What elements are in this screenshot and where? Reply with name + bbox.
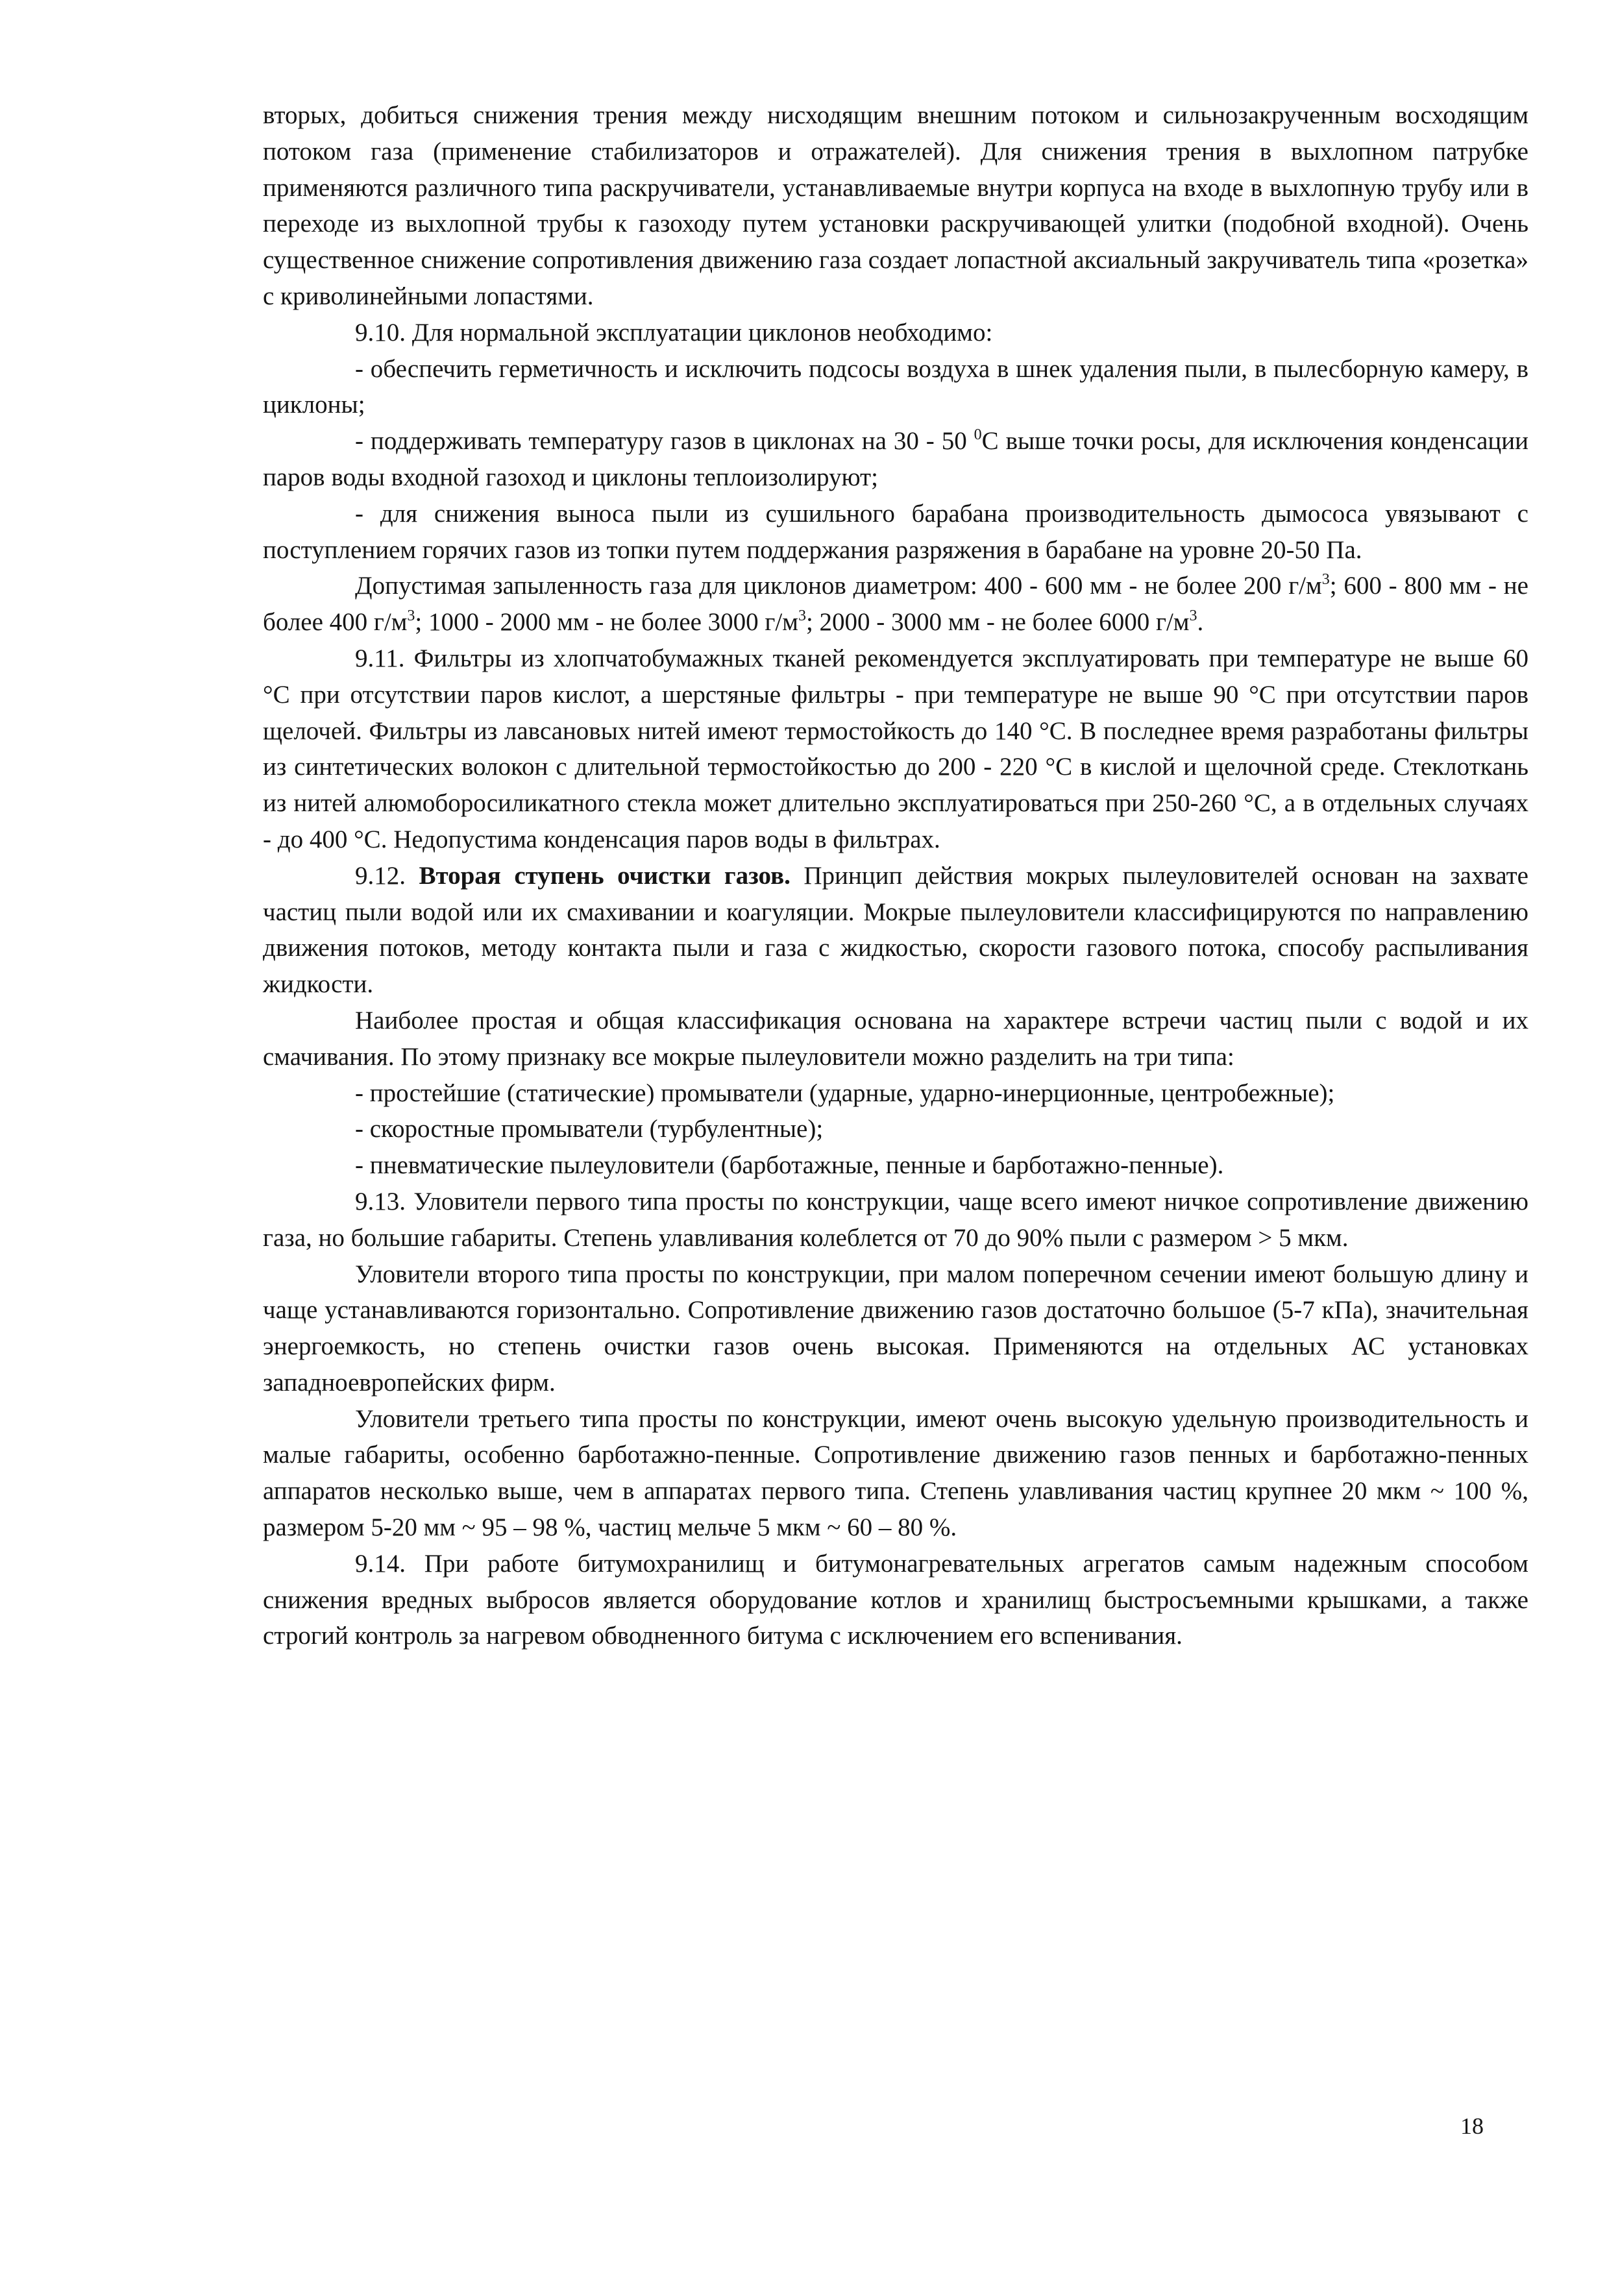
list-item-hermetic: - обеспечить герметичность и исключить подсосы воздуха в шнек удаления пыли, в пылесборную камеру, в циклоны;: [263, 354, 1528, 419]
temperature-text-a: - поддерживать температуру газов в циклонах на 30 - 50: [355, 427, 974, 456]
section-heading-bold: Вторая ступень очистки газов.: [419, 861, 791, 890]
dust-content-b: ; 600 - 800 мм - не более 400 г/м: [263, 572, 1528, 637]
paragraph-classification: Наиболее простая и общая классификация основана на характере встречи частиц пыли с водой и их смачивания. По этому признаку все мокрые пылеуловители можно разделить на три типа:: [263, 1006, 1528, 1071]
dust-content-a: Допустимая запыленность газа для циклонов диаметром: 400 - 600 мм - не более 200 г/м: [355, 572, 1322, 600]
dust-content-c: ; 1000 - 2000 мм - не более 3000 г/м: [415, 608, 798, 637]
section-text: Принцип действия мокрых пылеуловителей основан на захвате частиц пыли водой или их смахивании и коагуляции. Мокрые пылеуловители классифицируются по направлению движения потоков, методу контакта пыли и газа с жидкостью, скорости газового потока, способу распыливания жидкости.: [263, 861, 1528, 999]
paragraph-continuation: вторых, добиться снижения трения между нисходящим внешним потоком и сильнозакрученным восходящим потоком газа (применение стабилизаторов и отражателей). Для снижения трения в выхлопном патрубке применяются различного типа раскручиватели, устанавливаемые внутри корпуса на входе в выхлопную трубу или в переходе из выхлопной трубы к газоходу путем установки раскручивающей улитки (подобной входной). Очень существенное снижение сопротивления движению газа создает лопастной аксиальный закручиватель типа «розетка» с криволинейными лопастями.: [263, 101, 1528, 310]
temperature-text-b: С выше точки росы, для исключения конденсации паров воды входной газоход и циклоны теплоизолируют;: [263, 427, 1528, 491]
list-item-dust-removal: - для снижения выноса пыли из сушильного барабана производительность дымососа увязывают с поступлением горячих газов из топки путем поддержания разряжения в барабане на уровне 20-50 Па.: [263, 499, 1528, 564]
dust-content-d: ; 2000 - 3000 мм - не более 6000 г/м: [805, 608, 1190, 637]
list-item-static-washers: - простейшие (статические) промыватели (ударные, ударно-инерционные, центробежные);: [355, 1079, 1335, 1107]
paragraph-9-11-filters: 9.11. Фильтры из хлопчатобумажных тканей рекомендуется эксплуатировать при температуре не выше 60 °С при отсутствии паров кислот, а шерстяные фильтры - при температуре не выше 90 °С при отсутствии паров щелочей. Фильтры из лавсановых нитей имеют термостойкость до 140 °С. В последнее время разработаны фильтры из синтетических волокон с длительной термостойкостью до 200 - 220 °С в кислой и щелочной среде. Стеклоткань из нитей алюмоборосиликатного стекла может длительно эксплуатироваться при 250-260 °С, а в отдельных случаях - до 400 °С. Недопустима конденсация паров воды в фильтрах.: [263, 644, 1528, 853]
list-item-speed-washers: - скоростные промыватели (турбулентные);: [355, 1115, 824, 1143]
paragraph-9-12-second-stage: [263, 858, 1528, 1003]
cubic-superscript: 3: [1321, 571, 1330, 589]
paragraph-second-type: Уловители второго типа просты по конструкции, при малом поперечном сечении имеют большую длину и чаще устанавливаются горизонтально. Сопротивление движению газов достаточно большое (5-7 кПа), значительная энергоемкость, но степень очистки газов очень высокая. Применяются на отдельных АС установках западноевропейских фирм.: [263, 1260, 1528, 1397]
paragraph-third-type: Уловители третьего типа просты по конструкции, имеют очень высокую удельную производительность и малые габариты, особенно барботажно-пенные. Сопротивление движению газов пенных и барботажно-пенных аппаратов несколько выше, чем в аппаратах первого типа. Степень улавливания частиц крупнее 20 мкм ~ 100 %, размером 5-20 мм ~ 95 – 98 %, частиц мельче 5 мкм ~ 60 – 80 %.: [263, 1404, 1528, 1542]
cubic-superscript: 3: [407, 607, 415, 625]
dust-content-e: .: [1197, 608, 1204, 637]
paragraph-9-10-heading: 9.10. Для нормальной эксплуатации циклонов необходимо:: [355, 318, 993, 347]
paragraph-9-13-first-type: 9.13. Уловители первого типа просты по конструкции, чаще всего имеют ничкое сопротивление движению газа, но большие габариты. Степень улавливания колеблется от 70 до 90% пыли с размером > 5 мкм.: [263, 1187, 1528, 1252]
paragraph-9-14-bitumen: 9.14. При работе битумохранилищ и битумонагревательных агрегатов самым надежным способом снижения вредных выбросов является оборудование котлов и хранилищ быстросъемными крышками, а также строгий контроль за нагревом обводненного битума с исключением его вспенивания.: [263, 1549, 1528, 1650]
page-number: 18: [1460, 2113, 1484, 2139]
list-item-pneumatic: - пневматические пылеуловители (барботажные, пенные и барботажно-пенные).: [355, 1151, 1224, 1180]
cubic-superscript: 3: [798, 607, 806, 625]
cubic-superscript: 3: [1189, 607, 1197, 625]
paragraph-dust-content: [263, 568, 1528, 641]
degree-superscript: 0: [974, 426, 982, 444]
section-number: 9.12.: [355, 861, 419, 890]
list-item-temperature: [263, 423, 1528, 496]
document-body: [263, 97, 1528, 1654]
